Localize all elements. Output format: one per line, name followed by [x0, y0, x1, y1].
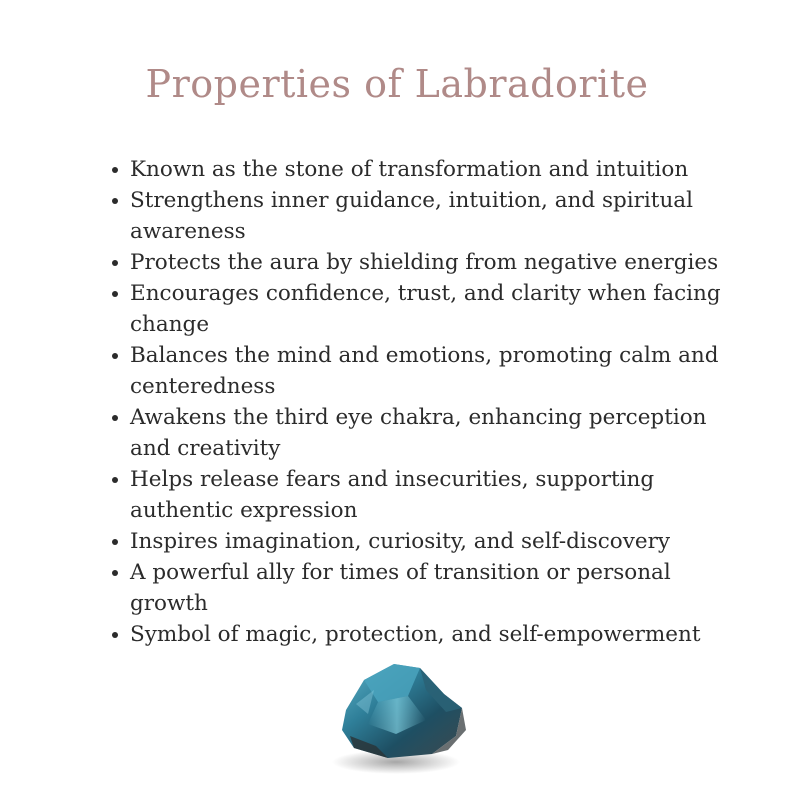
page-title: Properties of Labradorite [145, 62, 649, 106]
list-item: Balances the mind and emotions, promoting calm and centeredness [130, 340, 740, 402]
list-item: A powerful ally for times of transition or personal growth [130, 557, 740, 619]
list-item: Strengthens inner guidance, intuition, and spiritual awareness [130, 185, 740, 247]
properties-list [130, 154, 740, 650]
list-item: Symbol of magic, protection, and self-empowerment [130, 619, 740, 650]
list-item: Protects the aura by shielding from negative energies [130, 247, 740, 278]
list-item: Encourages confidence, trust, and clarity when facing change [130, 278, 740, 340]
list-item: Inspires imagination, curiosity, and self-discovery [130, 526, 740, 557]
list-item: Helps release fears and insecurities, supporting authentic expression [130, 464, 740, 526]
labradorite-stone-image [316, 650, 476, 780]
list-item: Known as the stone of transformation and intuition [130, 154, 740, 185]
list-item: Awakens the third eye chakra, enhancing perception and creativity [130, 402, 740, 464]
